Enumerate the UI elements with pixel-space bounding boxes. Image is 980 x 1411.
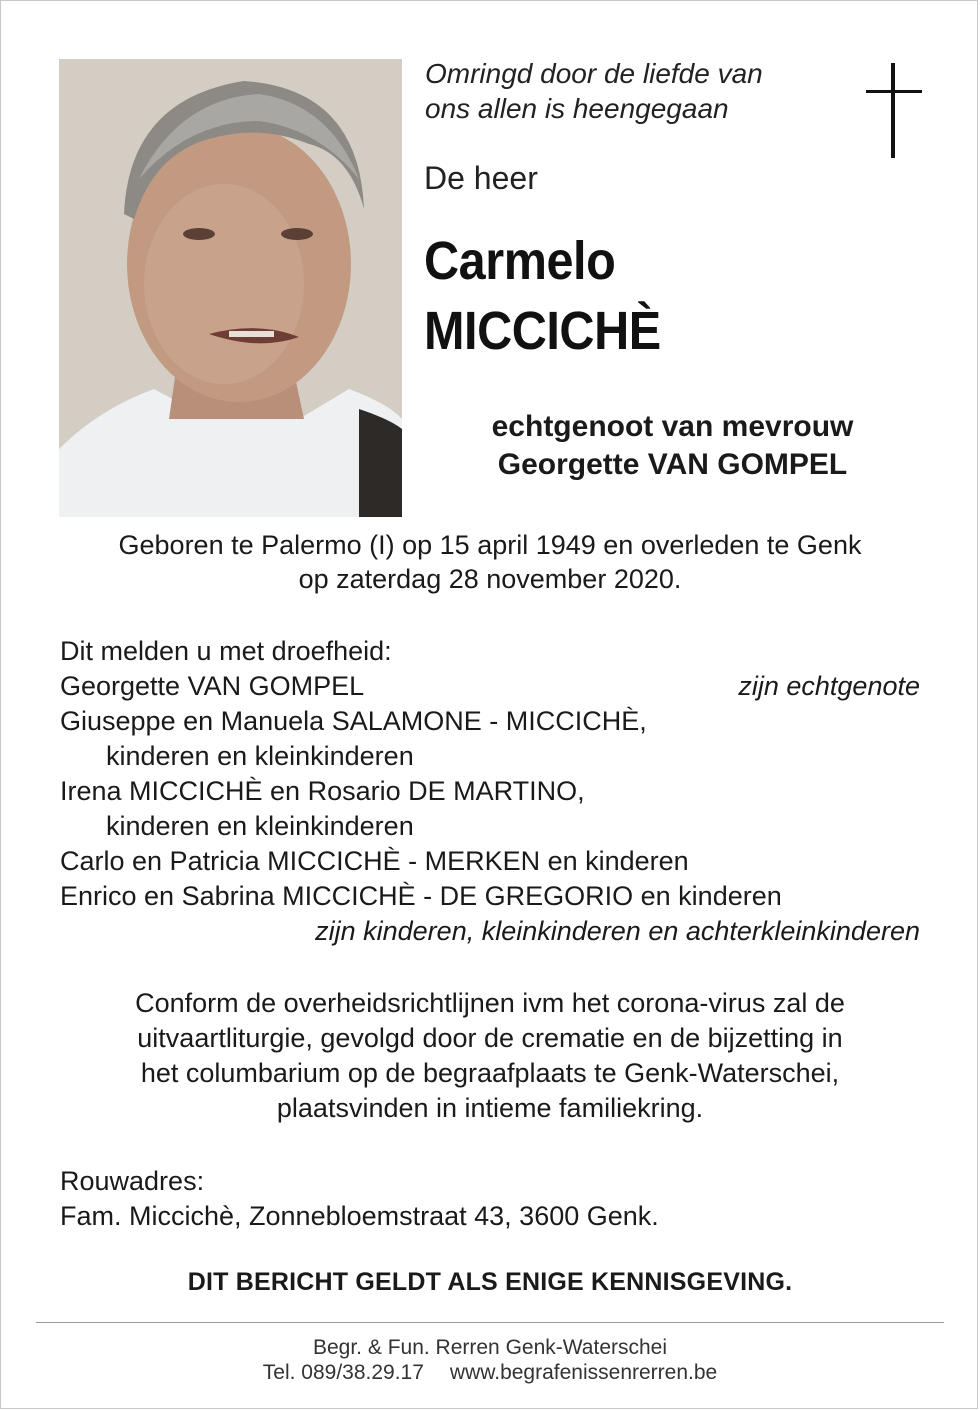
salutation: De heer — [424, 160, 538, 196]
funeral-home-name: Begr. & Fun. Rerren Genk-Waterschei — [312, 1336, 668, 1359]
funeral-home-info — [40, 1335, 940, 1385]
birth-line-1: Geboren te Palermo (I) op 15 april 1949 en overleden te Genk — [118, 530, 862, 560]
address-value: Fam. Miccichè, Zonnebloemstraat 43, 3600 Genk. — [60, 1201, 659, 1231]
family-spouse-relation: zijn echtgenote — [738, 671, 920, 701]
intro-line-1: Omringd door de liefde van — [425, 58, 763, 89]
notice-line-1: Conform de overheidsrichtlijnen ivm het corona-virus zal de — [135, 988, 845, 1018]
notice-line-3: het columbarium op de begraafplaats te Genk-Waterschei, — [140, 1058, 840, 1088]
address-label: Rouwadres: — [60, 1166, 205, 1196]
family-heading: Dit melden u met droefheid: — [60, 636, 392, 666]
spouse-info — [415, 408, 930, 484]
list-item: Carlo en Patricia MICCICHÈ - MERKEN en kinderen — [60, 846, 689, 876]
children-relation: zijn kinderen, kleinkinderen en achterkleinkinderen — [315, 916, 920, 946]
intro-text — [425, 56, 763, 126]
funeral-home-phone: Tel. 089/38.29.17 — [262, 1361, 424, 1384]
list-item: kinderen en kleinkinderen — [106, 811, 414, 841]
last-name: MICCICHÈ — [424, 301, 661, 361]
birth-line-2: op zaterdag 28 november 2020. — [298, 564, 682, 594]
deceased-name — [424, 226, 661, 366]
list-item: Giuseppe en Manuela SALAMONE - MICCICHÈ, — [60, 706, 647, 736]
mourning-address — [60, 1164, 659, 1234]
only-notice-statement: DIT BERICHT GELDT ALS ENIGE KENNISGEVING. — [187, 1268, 793, 1296]
intro-line-2: ons allen is heengegaan — [425, 93, 729, 124]
cross-icon — [866, 63, 922, 158]
list-item: Irena MICCICHÈ en Rosario DE MARTINO, — [60, 776, 585, 806]
family-spouse-name: Georgette VAN GOMPEL — [60, 671, 365, 701]
notice-line-4: plaatsvinden in intieme familiekring. — [276, 1093, 704, 1123]
ceremony-notice — [40, 986, 940, 1126]
notice-line-2: uitvaartliturgie, gevolgd door de crematie en de bijzetting in — [137, 1023, 843, 1053]
family-spouse-row — [60, 669, 920, 704]
portrait-photo — [59, 59, 402, 517]
birth-death-info — [40, 528, 940, 596]
spouse-line-1: echtgenoot van mevrouw — [491, 410, 854, 443]
funeral-home-website: www.begrafenissenrerren.be — [449, 1361, 718, 1384]
first-name: Carmelo — [424, 231, 616, 291]
family-list — [60, 634, 920, 949]
list-item: Enrico en Sabrina MICCICHÈ - DE GREGORIO en kinderen — [60, 881, 782, 911]
divider — [36, 1322, 944, 1323]
list-item: kinderen en kleinkinderen — [106, 741, 414, 771]
spouse-line-2: Georgette VAN GOMPEL — [497, 448, 848, 481]
